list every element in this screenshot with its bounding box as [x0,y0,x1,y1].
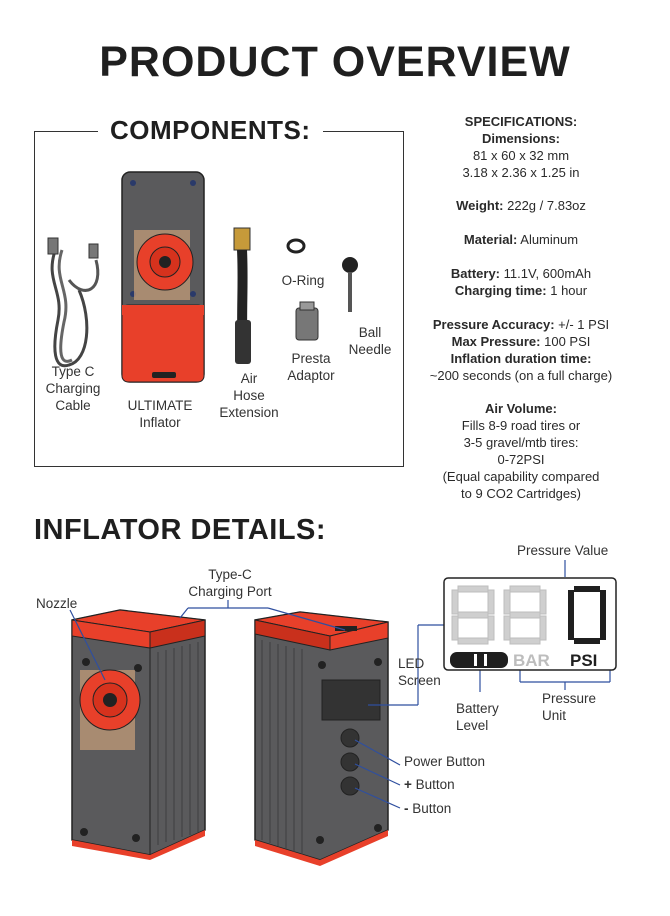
spec-air-volume: Air Volume: Fills 8-9 road tires or 3-5 gravel/mtb tires: 0-72PSI (Equal capability compared to 9 CO2 Cartridges) [442,401,600,501]
details-illustration [0,560,670,910]
cable-label: Type C Charging Cable [45,364,101,413]
spec-material: Material: Aluminum [463,232,579,247]
components-heading: COMPONENTS: [98,115,323,146]
typec-label: Type-C Charging Port [188,567,272,599]
hose-label: Air Hose Extension [219,371,279,420]
unit-psi: PSI [570,651,598,670]
nozzle-label: Nozzle [36,596,78,611]
minus-button-label: - Button [404,801,452,816]
inflator-back-image [255,612,388,866]
led-screen-closeup [444,578,616,670]
page-title: PRODUCT OVERVIEW [99,38,571,86]
presta-label: Presta Adaptor [287,351,335,383]
spec-battery: Battery: 11.1V, 600mAh Charging time: 1 hour [450,266,592,298]
spec-weight: Weight: 222g / 7.83oz [456,198,586,213]
unit-bar: BAR [513,651,550,670]
hose-image [234,228,251,364]
inflator-front-image [72,610,205,860]
power-button-label: Power Button [404,754,486,769]
inflator-label: ULTIMATE Inflator [127,398,193,430]
spec-pressure: Pressure Accuracy: +/- 1 PSI Max Pressure: 100 PSI Inflation duration time: ~200 seconds (on a full charge) [429,317,613,383]
needle-label: Ball Needle [348,325,392,357]
plus-button-label: + Button [404,777,455,792]
inflator-image [122,172,204,382]
ball-needle-image [342,257,358,312]
led-screen-label: LED Screen [398,656,441,688]
pressure-unit-label: Pressure Unit [542,691,597,723]
oring-label: O-Ring [281,273,325,288]
usb-cable-image [48,238,98,366]
details-heading: INFLATOR DETAILS: [34,514,327,546]
oring-image [288,240,304,252]
battery-level-label: Battery Level [456,701,499,733]
presta-adaptor-image [296,302,318,340]
pressure-value-label: Pressure Value [517,543,609,558]
spec-dimensions: SPECIFICATIONS: Dimensions: 81 x 60 x 32 mm 3.18 x 2.36 x 1.25 in [462,114,580,180]
